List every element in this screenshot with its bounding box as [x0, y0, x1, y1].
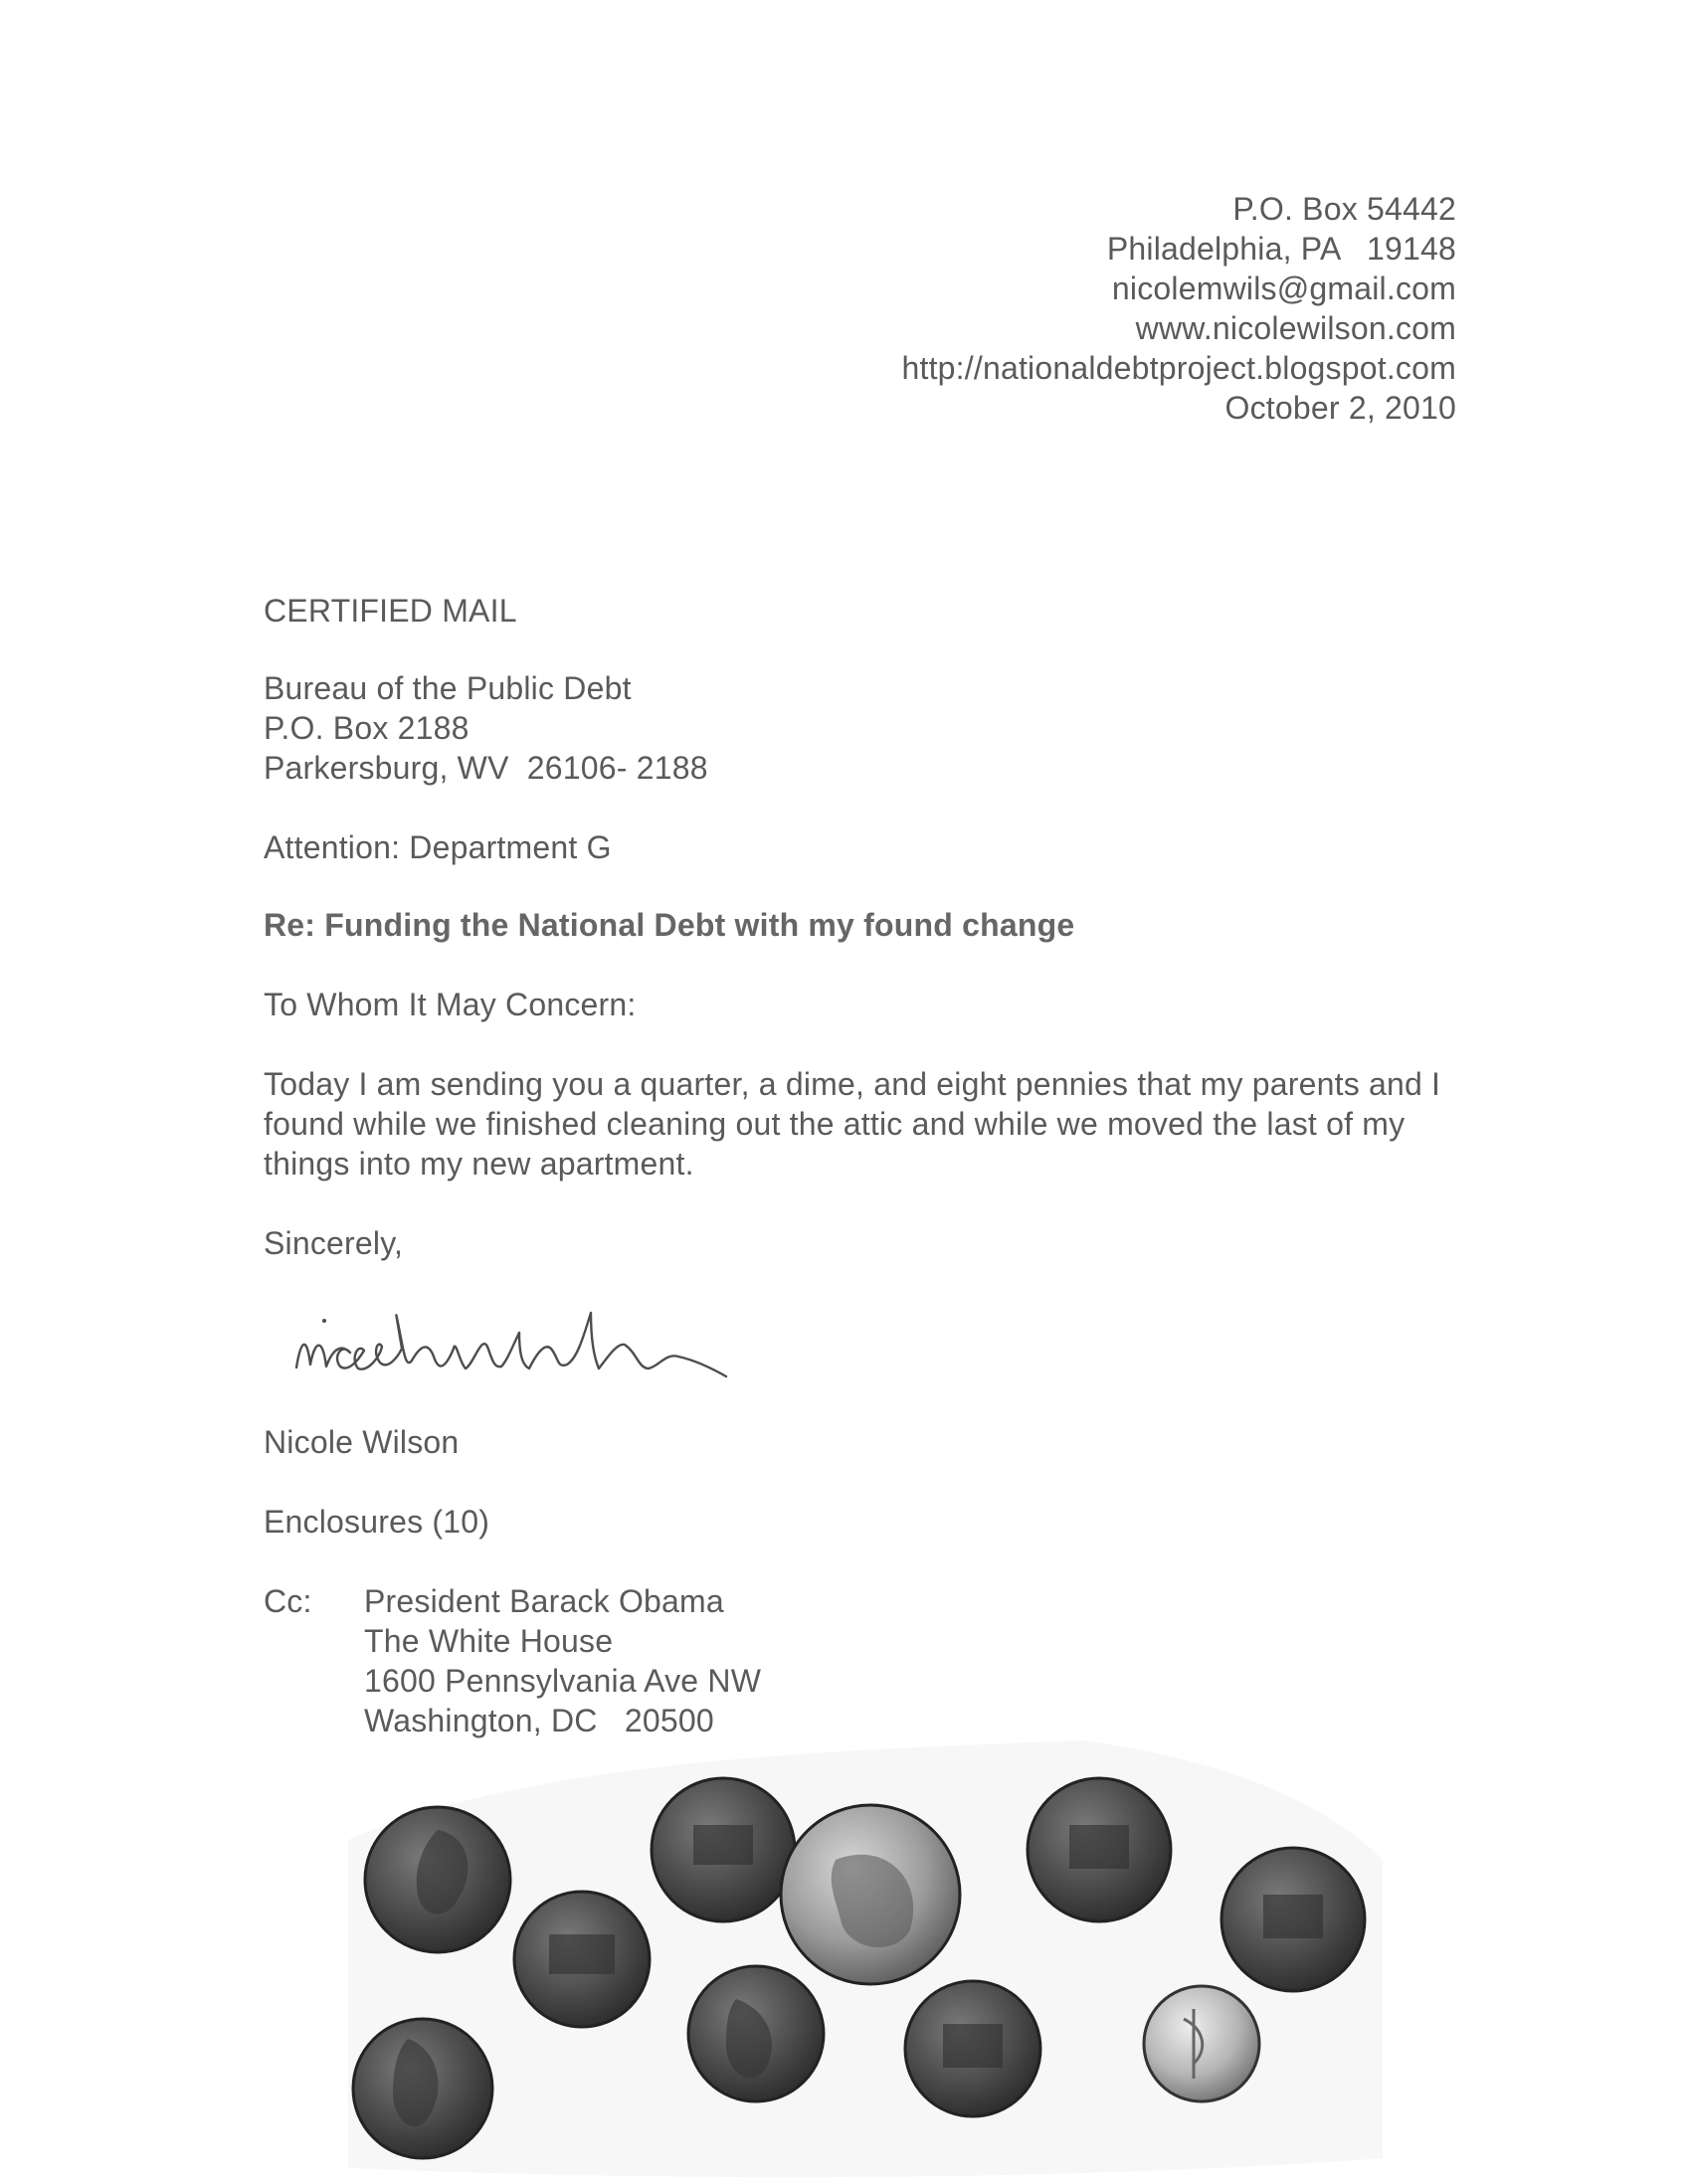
- penny-coin-5: [514, 1892, 650, 2027]
- recipient-po-box: P.O. Box 2188: [264, 710, 470, 746]
- recipient-name: Bureau of the Public Debt: [264, 670, 632, 706]
- salutation: To Whom It May Concern:: [264, 987, 637, 1022]
- sender-po-box: P.O. Box 54442: [1232, 191, 1456, 227]
- sender-email: nicolemwils@gmail.com: [1111, 271, 1456, 306]
- quarter-coin: [781, 1805, 960, 1984]
- penny-coin-8: [905, 1981, 1040, 2116]
- cc-name: President Barack Obama: [364, 1583, 724, 1619]
- recipient-city-state-zip: Parkersburg, WV 26106- 2188: [264, 750, 708, 786]
- dime-coin: [1144, 1986, 1259, 2101]
- sender-address-block: [902, 189, 1457, 428]
- handwritten-signature: [288, 1273, 806, 1422]
- mail-type: CERTIFIED MAIL: [264, 593, 517, 629]
- cc-org: The White House: [364, 1623, 614, 1659]
- cc-label: Cc:: [264, 1583, 312, 1619]
- closing: Sincerely,: [264, 1225, 404, 1261]
- cc-street: 1600 Pennsylvania Ave NW: [364, 1663, 762, 1699]
- cc-address-block: [364, 1581, 761, 1740]
- sender-website: www.nicolewilson.com: [1135, 310, 1456, 346]
- enclosures-line: Enclosures (10): [264, 1504, 490, 1540]
- penny-coin-7: [688, 1966, 824, 2101]
- penny-coin-3: [1028, 1778, 1171, 1921]
- attention-line: Attention: Department G: [264, 829, 612, 865]
- body-paragraph: Today I am sending you a quarter, a dime, and eight pennies that my parents and I found while we finished cleaning out the attic and while we moved the last of my things into my new apartment.: [264, 1066, 1441, 1182]
- penny-coin-2: [652, 1778, 795, 1921]
- enclosed-coins-photo: [328, 1721, 1422, 2184]
- penny-coin-4: [1221, 1848, 1365, 1991]
- signer-name: Nicole Wilson: [264, 1424, 460, 1460]
- penny-coin-1: [365, 1807, 510, 1952]
- penny-coin-6: [353, 2019, 492, 2158]
- sender-city-state-zip: Philadelphia, PA 19148: [1106, 231, 1456, 267]
- letter-date: October 2, 2010: [1224, 390, 1456, 426]
- subject-line: Re: Funding the National Debt with my found change: [264, 907, 1075, 943]
- cc-city-state-zip: Washington, DC 20500: [364, 1703, 714, 1738]
- recipient-address-block: [264, 668, 708, 788]
- sender-blog: http://nationaldebtproject.blogspot.com: [901, 350, 1456, 386]
